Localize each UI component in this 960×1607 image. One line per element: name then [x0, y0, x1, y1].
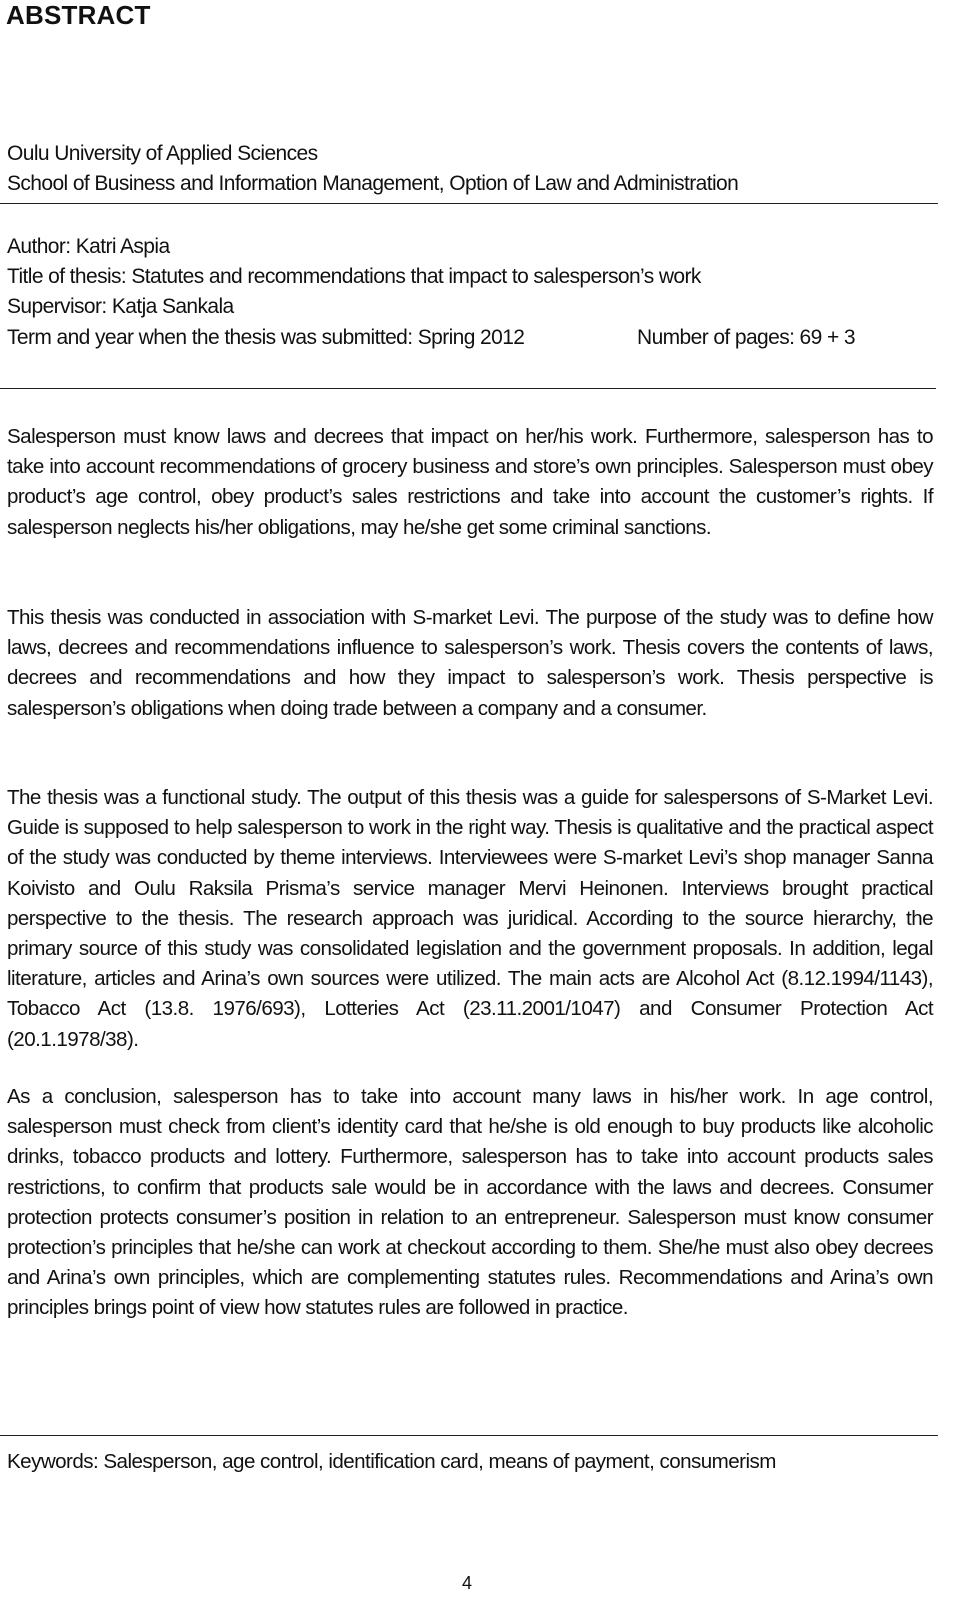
page-count-line: Number of pages: 69 + 3 [637, 326, 855, 349]
school-name: School of Business and Information Management, Option of Law and Administration [7, 172, 739, 195]
divider-top [0, 203, 938, 204]
thesis-title-line: Title of thesis: Statutes and recommendations that impact to salesperson’s work [7, 265, 701, 288]
abstract-paragraph: The thesis was a functional study. The output of this thesis was a guide for salespersons of S-Market Levi. Guide is supposed to help salesperson to work in the right way. Thesis is qualitative and the practical aspect of the study was conducted by theme interviews. Interviewees were S-market Levi’s shop manager Sanna Koivisto and Oulu Raksila Prisma’s service manager Mervi Heinonen. Interviews brought practical perspective to the thesis. The research approach was juridical. According to the source hierarchy, the primary source of this study was consolidated legislation and the government proposals. In addition, legal literature, articles and Arina’s own sources were utilized. The main acts are Alcohol Act (8.12.1994/1143), Tobacco Act (13.8. 1976/693), Lotteries Act (23.11.2001/1047) and Consumer Protection Act (20.1.1978/38). [7, 786, 933, 1051]
keywords-line: Keywords: Salesperson, age control, identification card, means of payment, consumerism [7, 1450, 776, 1473]
abstract-paragraph: As a conclusion, salesperson has to take into account many laws in his/her work. In age control, salesperson must check from client’s identity card that he/she is old enough to buy products like alcoholic drinks, tobacco products and lottery. Furthermore, salesperson has to take into account products sales restrictions, to confirm that products sale would be in accordance with the laws and decrees. Consumer protection protects consumer’s position in relation to an entrepreneur. Salesperson must know consumer protection’s principles that he/she can work at checkout according to them. She/he must also obey decrees and Arina’s own principles, which are complementing statutes rules. Recommendations and Arina’s own principles brings point of view how statutes rules are followed in practice. [7, 1085, 933, 1320]
author-line: Author: Katri Aspia [7, 235, 170, 258]
divider-middle [0, 388, 936, 389]
page-title: ABSTRACT [6, 0, 151, 30]
abstract-paragraph: This thesis was conducted in association with S-market Levi. The purpose of the study was to define how laws, decrees and recommendations influence to salesperson’s work. Thesis covers the contents of laws, decrees and recommendations and how they impact to salesperson’s work. Thesis perspective is salesperson’s obligations when doing trade between a company and a consumer. [7, 606, 933, 720]
abstract-paragraph: Salesperson must know laws and decrees that impact on her/his work. Furthermore, salesperson has to take into account recommendations of grocery business and store’s own principles. Salesperson must obey product’s age control, obey product’s sales restrictions and take into account the customer’s rights. If salesperson neglects his/her obligations, may he/she get some criminal sanctions. [7, 425, 933, 539]
term-line: Term and year when the thesis was submitted: Spring 2012 [7, 326, 525, 349]
university-name: Oulu University of Applied Sciences [7, 142, 318, 165]
page-number: 4 [462, 1573, 473, 1593]
supervisor-line: Supervisor: Katja Sankala [7, 295, 234, 318]
divider-bottom [0, 1435, 938, 1436]
